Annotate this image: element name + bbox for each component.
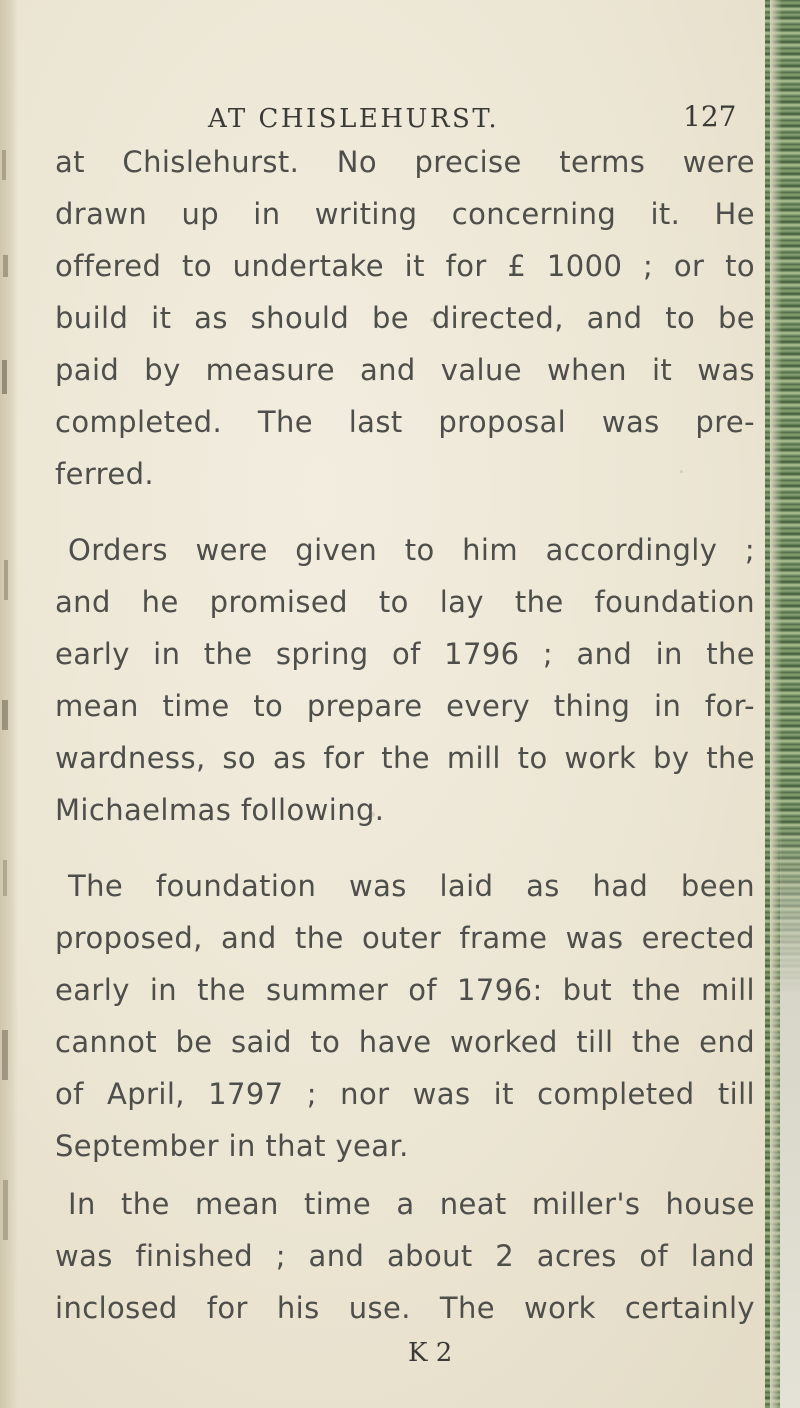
running-head [0,96,800,140]
text-line: build it as should be directed, and to be [55,301,755,335]
text-line: early in the spring of 1796 ; and in the [55,637,755,671]
text-line: wardness, so as for the mill to work by the [55,741,755,775]
text-line: was finished ; and about 2 acres of land [55,1239,755,1273]
text-line: Orders were given to him accordingly ; [68,533,755,567]
text-line: Michaelmas following. [55,793,385,827]
text-line: mean time to prepare every thing in for- [55,689,755,723]
text-line: of April, 1797 ; nor was it completed till [55,1077,755,1111]
text-line: inclosed for his use. The work certainly [55,1291,755,1325]
text-line: drawn up in writing concerning it. He [55,197,755,231]
text-line: completed. The last proposal was pre- [55,405,755,439]
text-line: In the mean time a neat miller's house [68,1187,755,1221]
text-line: offered to undertake it for £ 1000 ; or to [55,249,755,283]
text-line: paid by measure and value when it was [55,353,755,387]
running-title: AT CHISLEHURST. [208,104,500,134]
text-line: and he promised to lay the foundation [55,585,755,619]
text-line: ferred. [55,457,155,491]
page-edge-marks [0,0,14,1408]
text-line: at Chislehurst. No precise terms were [55,145,755,179]
page-number: 127 [683,100,737,133]
scanner-margin-light [780,820,800,1408]
text-line: cannot be said to have worked till the end [55,1025,755,1059]
text-line: early in the summer of 1796: but the mill [55,973,755,1007]
text-line: The foundation was laid as had been [68,869,755,903]
text-line: September in that year. [55,1129,409,1163]
text-line: proposed, and the outer frame was erected [55,921,755,955]
signature-mark: K 2 [408,1338,453,1368]
